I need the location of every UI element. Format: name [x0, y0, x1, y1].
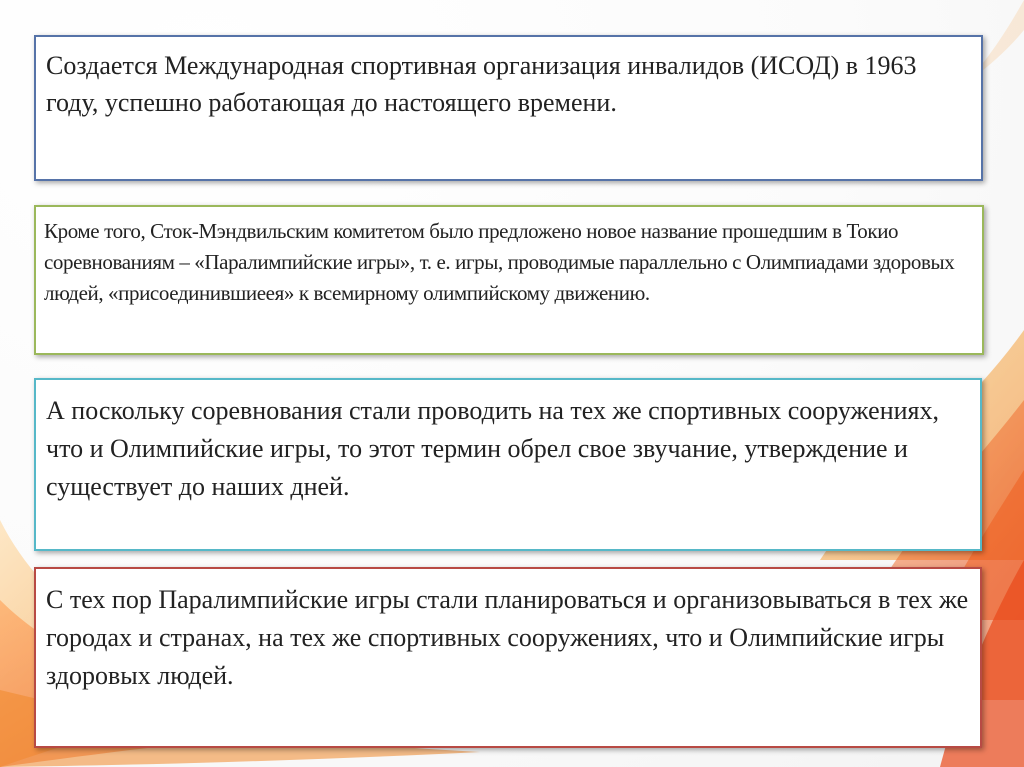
- text-block-1: [34, 35, 983, 181]
- text-block-3-text: А поскольку соревнования стали проводить на тех же спортивных сооружениях, что и Олимпийские игры, то этот термин обрел свое звучание, утверждение и существует до наших дней.: [46, 396, 940, 501]
- text-block-2: [34, 205, 984, 355]
- text-block-1-text: Создается Международная спортивная организация инвалидов (ИСОД) в 1963 году, успешно работающая до настоящего времени.: [46, 51, 917, 117]
- text-block-4: [34, 567, 982, 748]
- text-block-3: [34, 378, 982, 551]
- text-block-2-text: Кроме того, Сток-Мэндвильским комитетом было предложено новое название прошедшим в Токио соревнованиям – «Паралимпийские игры», т. е. игры, проводимые параллельно с Олимпиадами здоровых людей, «присоединившиеея» к всемирному олимпийскому движению.: [44, 219, 955, 305]
- text-block-4-text: С тех пор Паралимпийские игры стали планироваться и организовываться в тех же городах и странах, на тех же спортивных сооружениях, что и Олимпийские игры здоровых людей.: [46, 585, 969, 690]
